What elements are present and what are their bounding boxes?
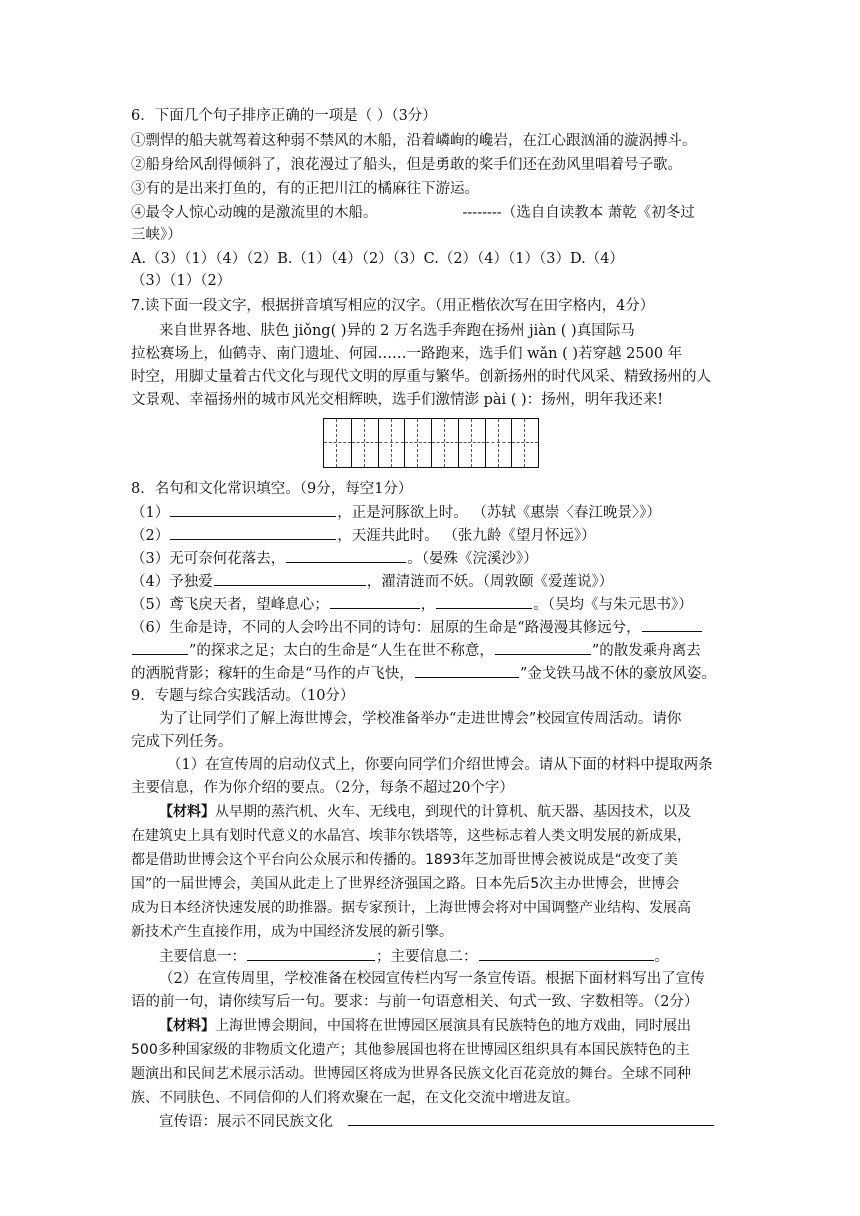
q6-source-cont: 三峡》） [131,227,182,243]
material-1-text: 从早期的蒸汽机、火车、无线电，到现代的计算机、航天器、基因技术，以及 [215,804,691,820]
q8-item-4 [131,570,731,593]
answer-blank[interactable] [642,616,702,632]
q7-title: 7.读下面一段文字，根据拼音填写相应的汉字。（用正楷依次写在田字格内，4分） [131,298,655,314]
grid-cell[interactable] [458,419,485,467]
q8-item-2-text: ，天涯共此时。 （张九龄《望月怀远》） [337,528,596,544]
q8-item-4-text: （4）予独爱 [131,574,213,590]
q8-title: 8．名句和文化常识填空。（9分，每空1分） [131,481,413,497]
answer-blank[interactable] [132,639,188,655]
answer-blank[interactable] [214,570,366,586]
q8-item-4-source: ，濯清涟而不妖。（周敦颐《爱莲说》） [366,574,614,590]
grid-cell[interactable] [324,419,351,467]
q8-item-3 [131,547,731,570]
q9-task2-line2: 语的前一句，请你续写后一句。要求：与前一句语意相关、句式一致、字数相等。（2分） [131,994,699,1010]
q6-sentence-4 [131,202,731,224]
q8-item-1 [131,501,731,524]
info-end: 。 [654,949,669,965]
grid-cell[interactable] [485,419,512,467]
q8-item-3-source: 。（晏殊《浣溪沙》） [407,551,538,567]
material-1-tag: 【材料】 [159,804,215,820]
q8-item-5-source: 。（吴均《与朱元思书》） [533,597,693,613]
slogan-label: 宣传语：展示不同民族文化 [159,1114,333,1130]
q7-para-line1: 来自世界各地、肤色 jiǒng( )异的 2 万名选手奔跑在扬州 jiàn ( )真国际马 [159,323,635,339]
info-2-label: ；主要信息二： [376,949,478,965]
q8-item-5-text: （5）鸢飞戾天者，望峰息心； [131,597,329,613]
q8-item-5-sep: ， [420,597,436,613]
material-2-text: 上海世博会期间，中国将在世博园区展演具有民族特色的地方戏曲，同时展出 [215,1018,691,1034]
q8-item-2-num: （2） [131,528,170,544]
material-2-line2: 500多种国家级的非物质文化遗产；其他参展国也将在世博园区组织具有本国民族特色的主 [131,1042,690,1058]
q7-para-line3: 时空，用脚丈量着古代文化与现代文明的厚重与繁华。创新扬州的时代风采、精致扬州的人 [131,369,711,385]
q6-options-line2: （3）（1）（2） [131,273,232,289]
q6-sentence-3: ③有的是出来打鱼的，有的正把川江的橘麻往下游运。 [131,181,479,197]
answer-blank[interactable] [436,593,532,609]
q9-intro-line2: 完成下列任务。 [131,734,233,750]
q9-task1-line1: （1）在宣传周的启动仪式上，你要向同学们介绍世博会。请从下面的材料中提取两条 [167,757,713,773]
material-1-line3: 都是借助世博会这个平台向公众展示和传播的。1893年芝加哥世博会被说成是“改变了美 [131,852,678,868]
q8-item-5 [131,593,731,616]
material-2-line3: 题演出和民间艺术展示活动。世博园区将成为世界各民族文化百花竞放的舞台。全球不同种 [131,1066,691,1082]
slogan-answer-blank[interactable] [348,1110,714,1126]
material-1-line5: 成为日本经济快速发展的助推器。据专家预计，上海世博会将对中国调整产业结构、发展高 [131,900,691,916]
material-1-line1 [159,801,759,823]
q9-task1-line2: 主要信息，作为你介绍的要点。（2分，每条不超过20个字） [131,780,514,796]
tianzige-grid[interactable] [323,418,539,468]
grid-cell[interactable] [511,419,538,467]
answer-blank[interactable] [330,593,420,609]
q9-intro-line1: 为了让同学们了解上海世博会，学校准备举办“走进世博会”校园宣传周活动。请你 [159,711,682,727]
q6-options-line1: A.（3）（1）（4）（2）B.（1）（4）（2）（3）C.（2）（4）（1）（3）D.（4） [131,251,624,267]
q8-item-6-text4: 的洒脱背影；稼轩的生命是“马作的卢飞快， [131,666,414,682]
info-1-label: 主要信息一： [159,949,246,965]
q9-info-line [159,945,759,968]
q8-item-6-line2 [131,639,731,662]
material-1-line2: 在建筑史上具有划时代意义的水晶宫、埃菲尔铁塔等，这些标志着人类文明发展的新成果， [131,828,691,844]
q8-item-6-line3 [131,662,731,685]
answer-blank[interactable] [247,945,375,961]
grid-cell[interactable] [351,419,378,467]
q8-item-1-text: ，正是河豚欲上时。 （苏轼《惠崇〈春江晚景〉》） [337,505,661,521]
answer-blank[interactable] [170,524,336,540]
q9-task2-line1: （2）在宣传周里，学校准备在校园宣传栏内写一条宣传语。根据下面材料写出了宣传 [159,971,705,987]
answer-blank[interactable] [479,945,654,961]
grid-cell[interactable] [431,419,458,467]
q8-item-3-text: （3）无可奈何花落去， [131,551,286,567]
material-2-tag: 【材料】 [159,1018,215,1034]
q8-item-2 [131,524,731,547]
q7-para-line4: 文景观、幸福扬州的城市风光交相辉映，选手们激情澎 pài ( )：扬州，明年我还来! [131,392,664,408]
q8-item-6-text3: ”的散发乘舟离去 [591,643,701,659]
material-1-line6: 新技术产生直接作用，成为中国经济发展的新引擎。 [131,924,453,940]
q8-item-6-line1 [131,616,731,639]
material-1-line4: 国”的一届世博会，美国从此走上了世界经济强国之路。日本先后5次主办世博会，世博会 [131,876,680,892]
q6-source: --------（选自自读教本 萧乾《初冬过 [462,205,695,221]
answer-blank[interactable] [495,639,591,655]
q6-sentence-1: ①剽悍的船夫就驾着这种弱不禁风的木船，沿着嶙峋的巉岩，在江心跟汹涌的漩涡搏斗。 [131,133,697,149]
material-2-line4: 族、不同肤色、不同信仰的人们将欢聚在一起，在文化交流中增进友谊。 [131,1090,579,1106]
grid-cell[interactable] [404,419,431,467]
answer-blank[interactable] [286,547,406,563]
answer-blank[interactable] [170,501,336,517]
answer-blank[interactable] [415,662,519,678]
q8-item-6-text5: ”金戈铁马战不休的豪放风姿。 [519,666,716,682]
q9-slogan-line [159,1110,759,1133]
q6-sentence-2: ②船身给风刮得倾斜了，浪花漫过了船头，但是勇敢的桨手们还在劲风里唱着号子歌。 [131,157,682,173]
grid-cell[interactable] [378,419,405,467]
q7-para-line2: 拉松赛场上，仙鹤寺、南门遗址、何园……一路跑来，选手们 wǎn ( )若穿越 2500 年 [131,346,683,362]
material-2-line1 [159,1015,759,1037]
q6-title: 6．下面几个句子排序正确的一项是（ ）（3分） [131,108,437,124]
q8-item-6-text: （6）生命是诗，不同的人会吟出不同的诗句：屈原的生命是“路漫漫其修远兮， [131,620,641,636]
q8-item-6-text2: ”的探求之足；太白的生命是“人生在世不称意， [189,643,494,659]
q6-sentence-4-text: ④最令人惊心动魄的是激流里的木船。 [131,205,378,221]
q9-title: 9．专题与综合实践活动。（10分） [131,688,355,704]
q8-item-1-num: （1） [131,505,170,521]
